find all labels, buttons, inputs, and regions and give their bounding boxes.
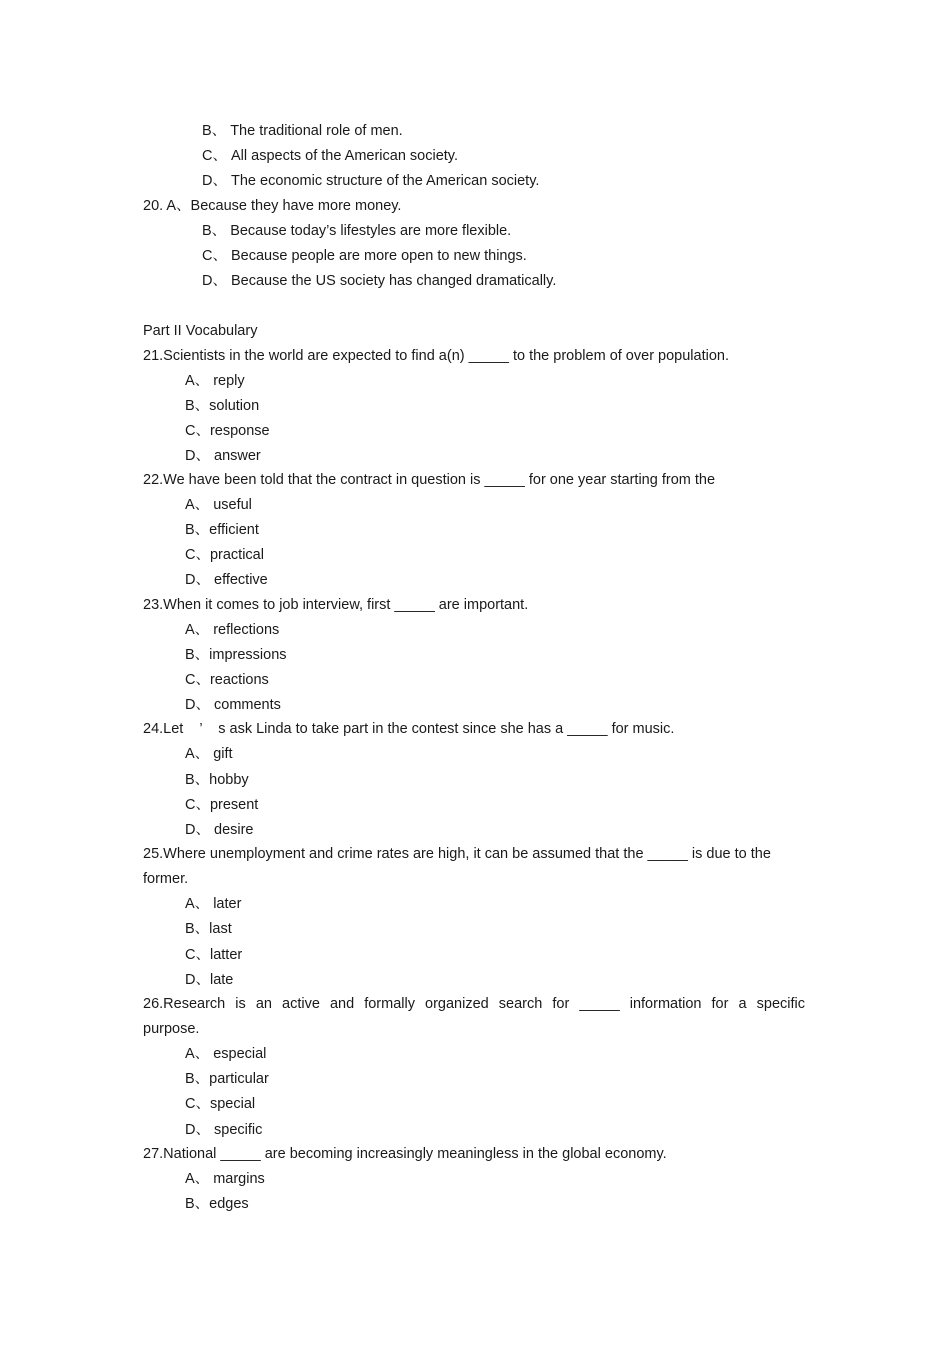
- q19-option-c: C、 All aspects of the American society.: [202, 148, 459, 164]
- q26-option-a: A、 especial: [185, 1046, 267, 1062]
- q19-option-b: B、 The traditional role of men.: [202, 123, 403, 139]
- q25-option-c: C、latter: [185, 947, 243, 963]
- q20-stem: 20. A、Because they have more money.: [143, 198, 402, 214]
- q26-option-b: B、particular: [185, 1071, 269, 1087]
- q26-option-d: D、 specific: [185, 1122, 263, 1138]
- q25-option-d: D、late: [185, 972, 234, 988]
- q24-option-d: D、 desire: [185, 822, 254, 838]
- q21-option-c: C、response: [185, 423, 270, 439]
- q21-option-b: B、solution: [185, 398, 260, 414]
- q21-stem: 21.Scientists in the world are expected to find a(n) _____ to the problem of over population.: [143, 348, 729, 364]
- q26-option-c: C、special: [185, 1096, 256, 1112]
- q23-option-c: C、reactions: [185, 672, 269, 688]
- q27-option-b: B、edges: [185, 1196, 249, 1212]
- q20-option-b: B、 Because today’s lifestyles are more flexible.: [202, 223, 512, 239]
- q23-stem: 23.When it comes to job interview, first _____ are important.: [143, 597, 529, 613]
- q27-option-a: A、 margins: [185, 1171, 265, 1187]
- q21-option-d: D、 answer: [185, 448, 261, 464]
- q22-option-b: B、efficient: [185, 522, 259, 538]
- q22-option-c: C、practical: [185, 547, 264, 563]
- q24-option-b: B、hobby: [185, 772, 249, 788]
- q22-option-d: D、 effective: [185, 572, 268, 588]
- q22-option-a: A、 useful: [185, 497, 252, 513]
- q23-option-d: D、 comments: [185, 697, 281, 713]
- q25-stem: 25.Where unemployment and crime rates are high, it can be assumed that the _____ is due to the: [143, 846, 771, 862]
- q25-stem-continued: former.: [143, 871, 189, 887]
- q25-option-b: B、last: [185, 921, 232, 937]
- q20-option-d: D、 Because the US society has changed dramatically.: [202, 273, 557, 289]
- q25-option-a: A、 later: [185, 896, 242, 912]
- q24-stem: 24.Let ’ s ask Linda to take part in the contest since she has a _____ for music.: [143, 721, 675, 737]
- part-title: Part II Vocabulary: [143, 323, 258, 339]
- q23-option-a: A、 reflections: [185, 622, 280, 638]
- q20-option-c: C、 Because people are more open to new things.: [202, 248, 527, 264]
- q22-stem: 22.We have been told that the contract in question is _____ for one year starting from the: [143, 472, 716, 488]
- q23-option-b: B、impressions: [185, 647, 287, 663]
- q21-option-a: A、 reply: [185, 373, 245, 389]
- q27-stem: 27.National _____ are becoming increasingly meaningless in the global economy.: [143, 1146, 667, 1162]
- q26-stem-continued: purpose.: [143, 1021, 200, 1037]
- q24-option-a: A、 gift: [185, 746, 233, 762]
- q26-stem: 26.Research is an active and formally organized search for _____ information for a specific: [143, 996, 805, 1012]
- q19-option-d: D、 The economic structure of the American society.: [202, 173, 540, 189]
- q24-option-c: C、present: [185, 797, 259, 813]
